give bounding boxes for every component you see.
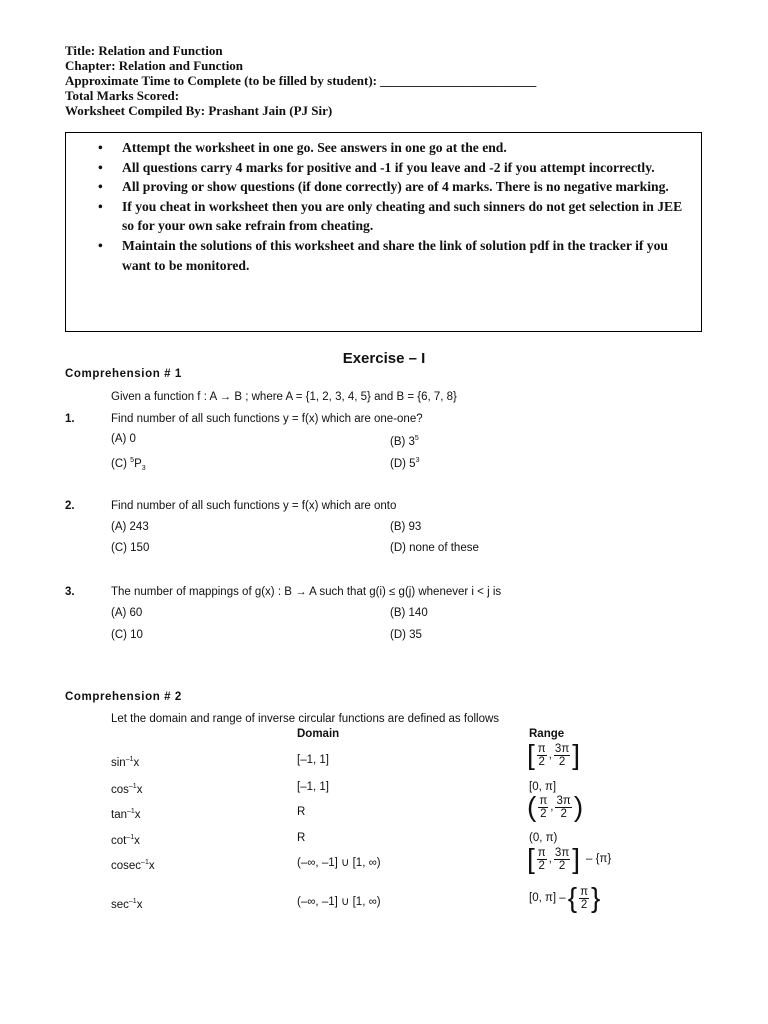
option-a: (A) 60 (111, 607, 143, 619)
domain-value: [–1, 1] (297, 781, 329, 793)
option-d: (D) $5^3$ (390, 457, 420, 470)
option-c: (C) 10 (111, 629, 143, 641)
range-value: [0, π] – { $\frac{\pi}{2}$ } (529, 882, 601, 913)
marks-line: Total Marks Scored: (65, 88, 180, 103)
domain-value: R (297, 806, 306, 818)
function-name: cosec$^{-1}$x (111, 859, 155, 872)
fraction: $\frac{\pi}{2}$ (580, 885, 588, 911)
compiled-by: Worksheet Compiled By: Prashant Jain (PJ Sir) (65, 103, 333, 118)
comprehension-2-intro: Let the domain and range of inverse circular functions are defined as follows (111, 713, 500, 725)
fraction: $\frac{3\pi}{2}$ (554, 742, 570, 768)
instructions-list (96, 138, 687, 275)
fraction: $\frac{\pi}{2}$ (539, 794, 548, 820)
domain-value: (–∞, –1] ∪ [1, ∞) (297, 896, 381, 908)
option-a: (A) 243 (111, 521, 149, 533)
comprehension-1-heading: Comprehension # 1 (65, 368, 182, 380)
option-d: (D) 35 (390, 629, 422, 641)
instruction-item: • Attempt the worksheet in one go. See answers in one go at the end. (98, 140, 507, 155)
range-value: [ $\frac{\pi}{2}$ , $\frac{3\pi}{2}$ ] – {π} (527, 843, 612, 874)
function-name: $\cot^{-1}x$ (111, 834, 140, 847)
question-number: 2. (65, 500, 75, 512)
instruction-item: • If you cheat in worksheet then you are only cheating and such sinners do not get selection in JEE so for your own sake refrain from cheating. (98, 198, 683, 234)
exercise-title: Exercise – I (342, 350, 426, 367)
instruction-item: • All questions carry 4 marks for positive and -1 if you leave and -2 if you attempt incorrectly. (98, 159, 655, 175)
function-name: $\sin^{-1}x$ (111, 756, 140, 769)
range-value: ( $\frac{\pi}{2}$ , $\frac{3\pi}{2}$ ) (527, 791, 584, 822)
comprehension-1-intro: Given a function f : A → B ; where A = {1, 2, 3, 4, 5} and B = {6, 7, 8} (111, 391, 457, 403)
range-value: [0, π] (529, 781, 557, 793)
option-d: (D) none of these (390, 542, 479, 554)
instructions-box (65, 132, 702, 332)
instruction-item: • Maintain the solutions of this worksheet and share the link of solution pdf in the tracker if you want to be monitored. (98, 237, 668, 273)
comprehension-2-heading: Comprehension # 2 (65, 691, 182, 703)
header-block (65, 43, 536, 118)
time-line: Approximate Time to Complete (to be filled by student): ________________________ (65, 73, 537, 88)
option-a: (A) 0 (111, 433, 136, 445)
question-text: The number of mappings of g(x) : B → A such that g(i) ≤ g(j) whenever i < j is (111, 586, 502, 598)
function-name: $\cos^{-1}x$ (111, 783, 143, 796)
instruction-item: • All proving or show questions (if done correctly) are of 4 marks. There is no negative marking. (98, 179, 669, 195)
option-b: (B) 93 (390, 521, 422, 533)
domain-column-header: Domain (297, 728, 340, 740)
question-number: 3. (65, 586, 75, 598)
question-text: Find number of all such functions y = f(x) which are one-one? (111, 413, 423, 425)
fraction: $\frac{\pi}{2}$ (537, 846, 546, 872)
function-name: $\tan^{-1}x$ (111, 808, 141, 821)
range-value: (0, π) (529, 832, 558, 844)
option-c: (C) 150 (111, 542, 150, 554)
worksheet-chapter: Chapter: Relation and Function (65, 58, 244, 73)
range-column-header: Range (529, 728, 565, 740)
option-b: (B) $3^5$ (390, 435, 419, 448)
option-b: (B) 140 (390, 607, 428, 619)
domain-value: R (297, 832, 306, 844)
question-number: 1. (65, 413, 75, 425)
worksheet-title: Title: Relation and Function (65, 43, 223, 58)
fraction: $\frac{3\pi}{2}$ (554, 846, 570, 872)
function-name: $\sec^{-1}x$ (111, 898, 143, 911)
option-c: (C) $^5P_3$ (111, 457, 146, 473)
domain-value: (–∞, –1] ∪ [1, ∞) (297, 857, 381, 869)
range-value: [ $\frac{\pi}{2}$ , $\frac{3\pi}{2}$ ] (527, 739, 581, 770)
domain-value: [–1, 1] (297, 754, 329, 766)
fraction: $\frac{3\pi}{2}$ (556, 794, 571, 820)
fraction: $\frac{\pi}{2}$ (537, 742, 546, 768)
question-text: Find number of all such functions y = f(x) which are onto (111, 500, 397, 512)
